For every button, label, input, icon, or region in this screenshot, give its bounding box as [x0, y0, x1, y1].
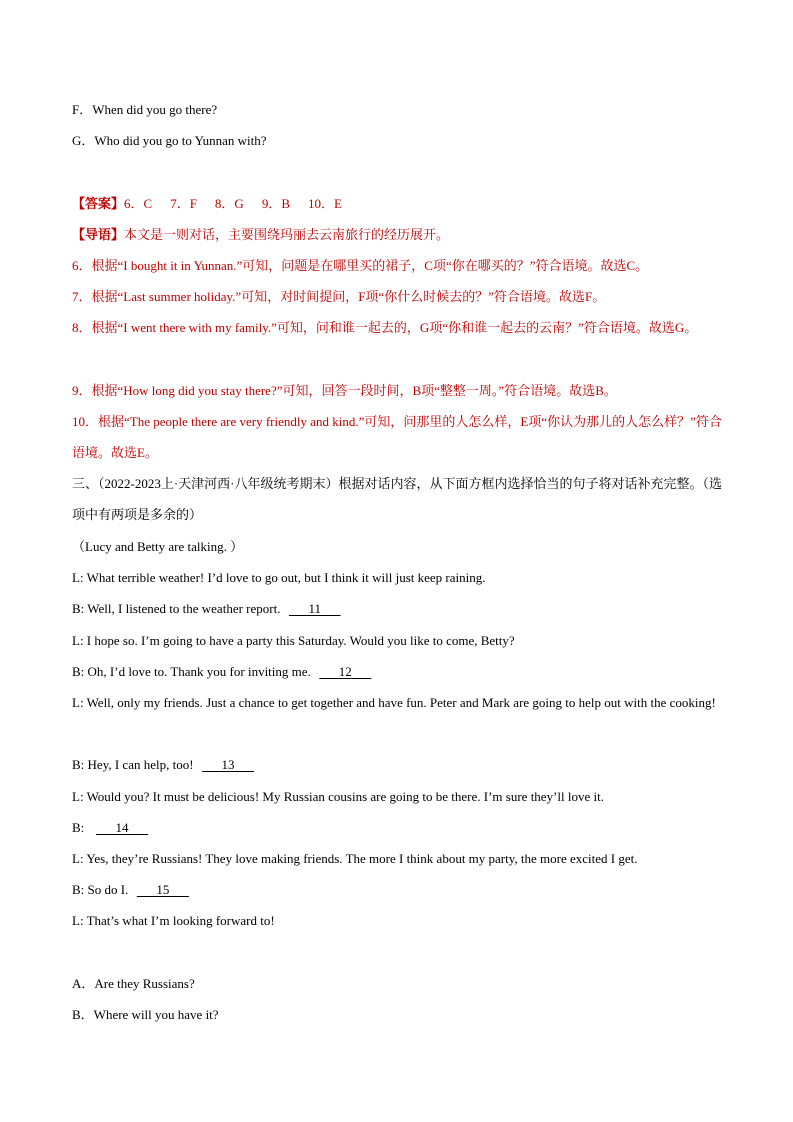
- answer-blank-14[interactable]: 14: [115, 820, 129, 835]
- answer-blank-15[interactable]: 15: [156, 882, 170, 897]
- dialogue-line: B: Oh, I’d love to. Thank you for inviting me. 12: [72, 664, 724, 680]
- answer-label: 【答案】: [72, 196, 125, 211]
- dialogue-line: B: 14: [72, 820, 724, 836]
- answer-blank-13[interactable]: 13: [221, 757, 235, 772]
- dialogue-line: B: Hey, I can help, too! 13: [72, 757, 724, 773]
- answer-item: 9．B: [261, 196, 290, 211]
- answer-item: 10．E: [307, 196, 342, 211]
- explanation-8: 8．根据“I went there with my family.”可知，问和谁一起去的，G项“你和谁一起去的云南？”符合语境。故选G。: [72, 320, 698, 335]
- answer-line: [72, 196, 724, 212]
- dialogue-line: L: I hope so. I’m going to have a party this Saturday. Would you like to come, Betty?: [72, 633, 515, 648]
- dialogue-context: （Lucy and Betty are talking. ）: [72, 539, 244, 554]
- answer-item: 8．G: [214, 196, 244, 211]
- section-title: 三、（2022-2023上·天津河西·八年级统考期末）根据对话内容，从下面方框内选择恰当的句子将对话补充完整。（选项中有两项是多余的）: [72, 476, 722, 522]
- dialogue-line: L: Yes, they’re Russians! They love making friends. The more I think about my party, the more excited I get.: [72, 851, 638, 866]
- dialogue-line: B: Well, I listened to the weather report. 11: [72, 601, 724, 617]
- dialogue-line: L: What terrible weather! I’d love to go out, but I think it will just keep raining.: [72, 570, 486, 585]
- guide-label: 【导语】: [72, 227, 125, 242]
- answer-item: 6．C: [124, 196, 153, 211]
- explanation-6: 6．根据“I bought it in Yunnan.”可知，问题是在哪里买的裙子，C项“你在哪买的？”符合语境。故选C。: [72, 258, 649, 273]
- option-g: G．Who did you go to Yunnan with?: [72, 133, 267, 148]
- option-f: F．When did you go there?: [72, 102, 218, 117]
- dialogue-line: L: Well, only my friends. Just a chance to get together and have fun. Peter and Mark are going to help out with the cooking!: [72, 695, 716, 710]
- option-b: B．Where will you have it?: [72, 1007, 219, 1022]
- dialogue-line: L: That’s what I’m looking forward to!: [72, 913, 275, 928]
- guide-text: 本文是一则对话，主要围绕玛丽去云南旅行的经历展开。: [124, 227, 450, 242]
- answer-item: 7．F: [170, 196, 197, 211]
- dialogue-line: B: So do I. 15: [72, 882, 724, 898]
- explanation-9: 9．根据“How long did you stay there?”可知，回答一段时间，B项“整整一周。”符合语境。故选B。: [72, 383, 617, 398]
- answer-blank-12[interactable]: 12: [338, 664, 352, 679]
- dialogue-line: L: Would you? It must be delicious! My Russian cousins are going to be there. I’m sure they’ll love it.: [72, 789, 604, 804]
- guide-line: [72, 227, 724, 243]
- option-a: A．Are they Russians?: [72, 976, 195, 991]
- answer-blank-11[interactable]: 11: [308, 601, 321, 616]
- explanation-7: 7．根据“Last summer holiday.”可知，对时间提问，F项“你什么时候去的？”符合语境。故选F。: [72, 289, 606, 304]
- explanation-10: 10．根据“The people there are very friendly and kind.”可知，问那里的人怎么样，E项“你认为那儿的人怎么样？”符合语境。故选E。: [72, 414, 722, 460]
